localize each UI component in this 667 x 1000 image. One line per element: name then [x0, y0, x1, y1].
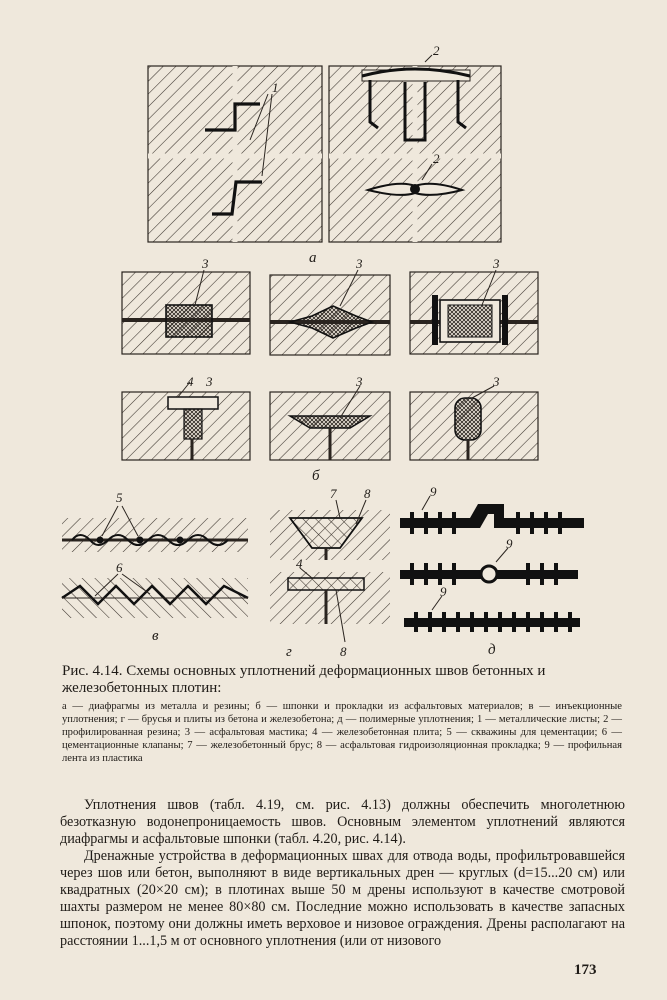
callout-1: 1: [272, 80, 279, 95]
panel-v-injection: [62, 490, 248, 644]
callout-3-box: 3: [202, 256, 209, 271]
callout-3-plate: 3: [206, 374, 213, 389]
callout-9-middle: 9: [506, 536, 513, 551]
callout-5: 5: [116, 490, 123, 505]
callout-4-beam: 4: [296, 556, 303, 571]
callout-2-top: 2: [433, 43, 440, 58]
panel-d-polymer-strips: [400, 484, 584, 658]
figure-caption: Рис. 4.14. Схемы основных уплотнений деформационных швов бетонных и железобетонных плотин:: [62, 663, 546, 696]
part-label-b: б: [312, 468, 320, 484]
body-text: [60, 797, 625, 950]
panel-a-diaphragms: [148, 43, 501, 266]
callout-9-bottom: 9: [440, 584, 447, 599]
callout-4-plate: 4: [187, 374, 194, 389]
callout-7: 7: [330, 486, 337, 501]
paragraph-drainage: Дренажные устройства в деформационных швах для отвода воды, профильтровавшейся через шов или бетон, выполняют в виде вертикальных дрен — круглых (d=15...20 см) или квадратных (20×20 см); в плотинах выше 50 м дрены используют в качестве смотровой шахты размером не менее 80×80 см. Последние можно использовать в качестве запасных шпонок, поэтому они должны иметь верховое и низовое ограждения. Дрены располагают на расстоянии 1...1,5 м от основного уплотнения (или от низового: [60, 848, 625, 949]
panel-g-concrete-beams: [270, 486, 390, 660]
callout-8-top: 8: [364, 486, 371, 501]
panel-b-asphalt-keys: [122, 256, 538, 355]
callout-8-bottom: 8: [340, 644, 347, 659]
callout-3-diamond: 3: [356, 256, 363, 271]
callout-2-bottom: 2: [433, 151, 440, 166]
part-label-g: г: [286, 644, 292, 660]
page-number: 173: [574, 962, 597, 978]
paragraph-seal-joints: Уплотнения швов (табл. 4.19, см. рис. 4.13) должны обеспечить многолетнюю безотказную водонепроницаемость швов. Основным элементом уплотнений являются диафрагмы и асфальтовые шпонки (табл. 4.20, рис. 4.14).: [60, 797, 625, 847]
callout-3-sleeve: 3: [493, 256, 500, 271]
part-label-d: д: [488, 642, 496, 658]
callout-3-trapezoid: 3: [356, 374, 363, 389]
callout-6: 6: [116, 560, 123, 575]
figure-legend: а — диафрагмы из металла и резины; б — шпонки и прокладки из асфальтовых материалов; в — инъекционные уплотнения; г — брусья и плиты из бетона и железобетона; д — полимерные уплотнения; 1 — металлические листы; 2 — профилированная резина; 3 — асфальтовая мастика; 4 — железобетонная плита; 5 — скважины для цементации; 6 — цементационные клапаны; 7 — железобетонный брус; 8 — асфальтовая гидроизоляционная прокладка; 9 — профильная лента из пластика: [62, 701, 622, 764]
callout-3-valve: 3: [493, 374, 500, 389]
panel-b-lower: [122, 374, 538, 484]
callout-9-top: 9: [430, 484, 437, 499]
part-label-v: в: [152, 628, 159, 644]
part-label-a: а: [309, 250, 317, 266]
